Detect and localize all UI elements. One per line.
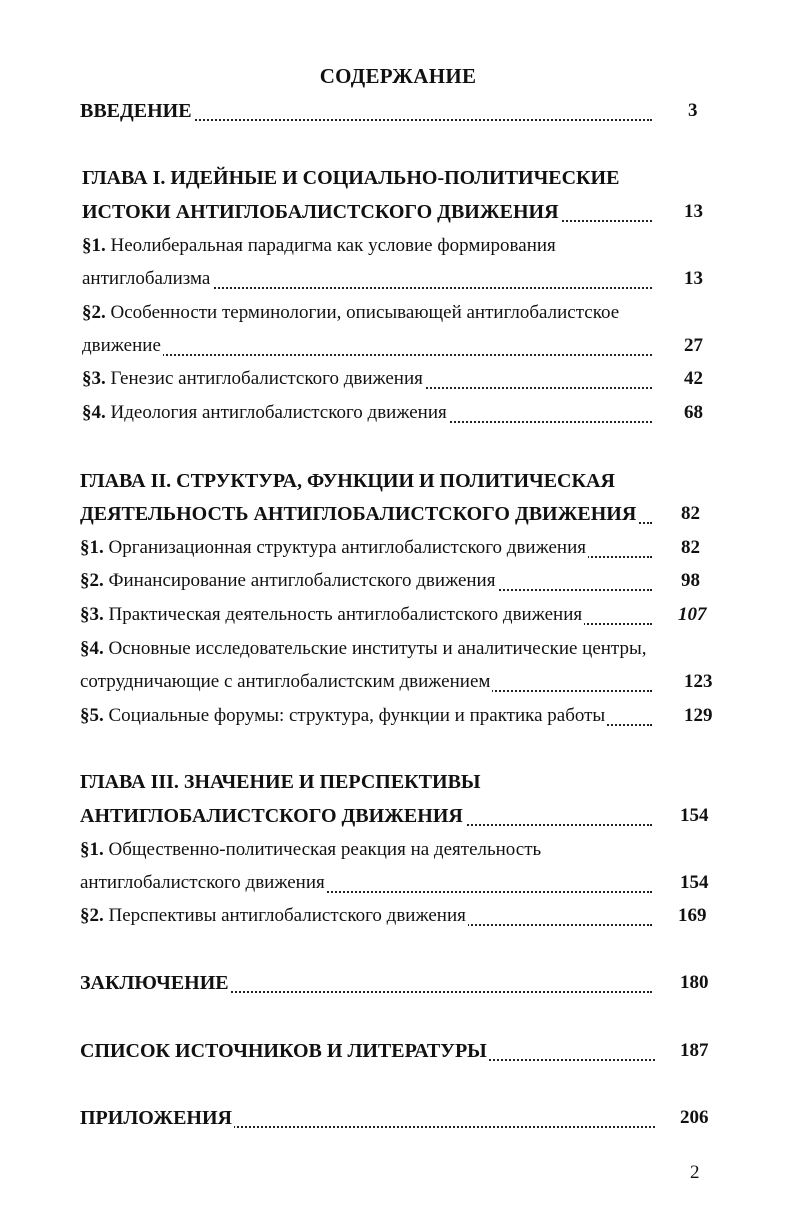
toc-entry-chapter2 bbox=[80, 499, 652, 529]
toc-page-number: 180 bbox=[680, 972, 709, 993]
section-title: Генезис антиглобалистского движения bbox=[105, 368, 423, 389]
toc-entry-label: ВВЕДЕНИЕ bbox=[80, 100, 192, 122]
toc-entry-intro bbox=[80, 96, 652, 126]
page-title: СОДЕРЖАНИЕ bbox=[319, 64, 477, 88]
section-title: Практическая деятельность антиглобалистского движения bbox=[103, 604, 583, 625]
section-number: §2. bbox=[80, 905, 104, 926]
toc-entry-section bbox=[82, 331, 652, 361]
toc-section-line bbox=[80, 634, 646, 664]
chapter-heading: ГЛАВА I. ИДЕЙНЫЕ И СОЦИАЛЬНО-ПОЛИТИЧЕСКИЕ bbox=[82, 167, 620, 189]
toc-page-number: 123 bbox=[684, 671, 713, 692]
toc-entry-label: ИСТОКИ АНТИГЛОБАЛИСТСКОГО ДВИЖЕНИЯ bbox=[82, 201, 559, 223]
section-title: Неолиберальная парадигма как условие формирования bbox=[105, 235, 556, 256]
toc-page-number: 82 bbox=[681, 537, 700, 558]
toc-entry-label: сотрудничающие с антиглобалистским движением bbox=[80, 671, 491, 692]
toc-entry-appendix bbox=[80, 1103, 655, 1133]
toc-section-line bbox=[82, 231, 556, 261]
toc-entry-label: АНТИГЛОБАЛИСТСКОГО ДВИЖЕНИЯ bbox=[80, 805, 463, 827]
toc-entry-chapter1 bbox=[82, 197, 652, 227]
section-title: Перспективы антиглобалистского движения bbox=[103, 905, 466, 926]
toc-page-number: 107 bbox=[678, 604, 707, 625]
toc-entry-label bbox=[80, 604, 584, 625]
toc-entry-label bbox=[80, 905, 468, 926]
section-number: §2. bbox=[80, 570, 104, 591]
toc-entry-section bbox=[80, 600, 652, 630]
toc-entry-section bbox=[80, 533, 652, 563]
section-number: §1. bbox=[80, 537, 104, 558]
toc-entry-section bbox=[82, 398, 652, 428]
section-number: §4. bbox=[80, 638, 104, 659]
toc-section-line bbox=[82, 298, 619, 328]
section-number: §3. bbox=[80, 604, 104, 625]
toc-entry-section bbox=[80, 667, 652, 697]
section-number: §4. bbox=[82, 402, 106, 423]
toc-page-number: 206 bbox=[680, 1107, 709, 1128]
toc-entry-section bbox=[80, 566, 652, 596]
toc-page-number: 154 bbox=[680, 805, 709, 826]
toc-entry-section bbox=[82, 264, 652, 294]
toc-page-number: 82 bbox=[681, 503, 700, 524]
toc-page-number: 169 bbox=[678, 905, 707, 926]
toc-page-number: 13 bbox=[684, 268, 703, 289]
toc-page-number: 129 bbox=[684, 705, 713, 726]
section-number: §1. bbox=[80, 839, 104, 860]
section-number: §1. bbox=[82, 235, 106, 256]
section-title: Особенности терминологии, описывающей антиглобалистское bbox=[105, 302, 620, 323]
toc-entry-sources bbox=[80, 1036, 655, 1066]
toc-entry-section bbox=[80, 901, 652, 931]
toc-page-number: 3 bbox=[688, 100, 698, 121]
toc-entry-label bbox=[80, 570, 497, 591]
section-number: §5. bbox=[80, 705, 104, 726]
toc-entry-label bbox=[82, 368, 425, 389]
toc-page-number: 13 bbox=[684, 201, 703, 222]
toc-entry-chapter3 bbox=[80, 801, 652, 831]
toc-entry-label: ПРИЛОЖЕНИЯ bbox=[80, 1107, 232, 1129]
chapter-heading: ГЛАВА III. ЗНАЧЕНИЕ И ПЕРСПЕКТИВЫ bbox=[80, 771, 481, 793]
page-number: 2 bbox=[690, 1162, 700, 1183]
toc-entry-label: ЗАКЛЮЧЕНИЕ bbox=[80, 972, 229, 994]
chapter-heading: ГЛАВА II. СТРУКТУРА, ФУНКЦИИ И ПОЛИТИЧЕСКАЯ bbox=[80, 470, 615, 492]
dot-leader bbox=[82, 354, 652, 356]
toc-page-number: 187 bbox=[680, 1040, 709, 1061]
section-title: Основные исследовательские институты и аналитические центры, bbox=[103, 638, 647, 659]
toc-page-number: 98 bbox=[681, 570, 700, 591]
toc-page-number: 42 bbox=[684, 368, 703, 389]
toc-entry-section bbox=[82, 364, 652, 394]
section-title: Организационная структура антиглобалистского движения bbox=[103, 537, 586, 558]
toc-entry-label bbox=[80, 537, 588, 558]
toc-entry-conclusion bbox=[80, 968, 652, 998]
toc-entry-label: антиглобализма bbox=[82, 268, 211, 289]
toc-section-line bbox=[80, 835, 541, 865]
section-title: Финансирование антиглобалистского движения bbox=[103, 570, 496, 591]
toc-entry-section bbox=[80, 868, 652, 898]
toc-page-number: 27 bbox=[684, 335, 703, 356]
toc-entry-label: СПИСОК ИСТОЧНИКОВ И ЛИТЕРАТУРЫ bbox=[80, 1040, 487, 1062]
toc-page-number: 68 bbox=[684, 402, 703, 423]
toc-entry-section bbox=[80, 701, 652, 731]
toc-page-number: 154 bbox=[680, 872, 709, 893]
toc-entry-label: ДЕЯТЕЛЬНОСТЬ АНТИГЛОБАЛИСТСКОГО ДВИЖЕНИЯ bbox=[80, 503, 637, 525]
section-number: §3. bbox=[82, 368, 106, 389]
toc-entry-label: движение bbox=[82, 335, 161, 356]
section-title: Общественно-политическая реакция на деятельность bbox=[103, 839, 542, 860]
toc-entry-label: антиглобалистского движения bbox=[80, 872, 325, 893]
section-title: Социальные форумы: структура, функции и практика работы bbox=[103, 705, 606, 726]
toc-entry-label bbox=[82, 402, 449, 423]
section-title: Идеология антиглобалистского движения bbox=[105, 402, 447, 423]
section-number: §2. bbox=[82, 302, 106, 323]
toc-entry-label bbox=[80, 705, 607, 726]
